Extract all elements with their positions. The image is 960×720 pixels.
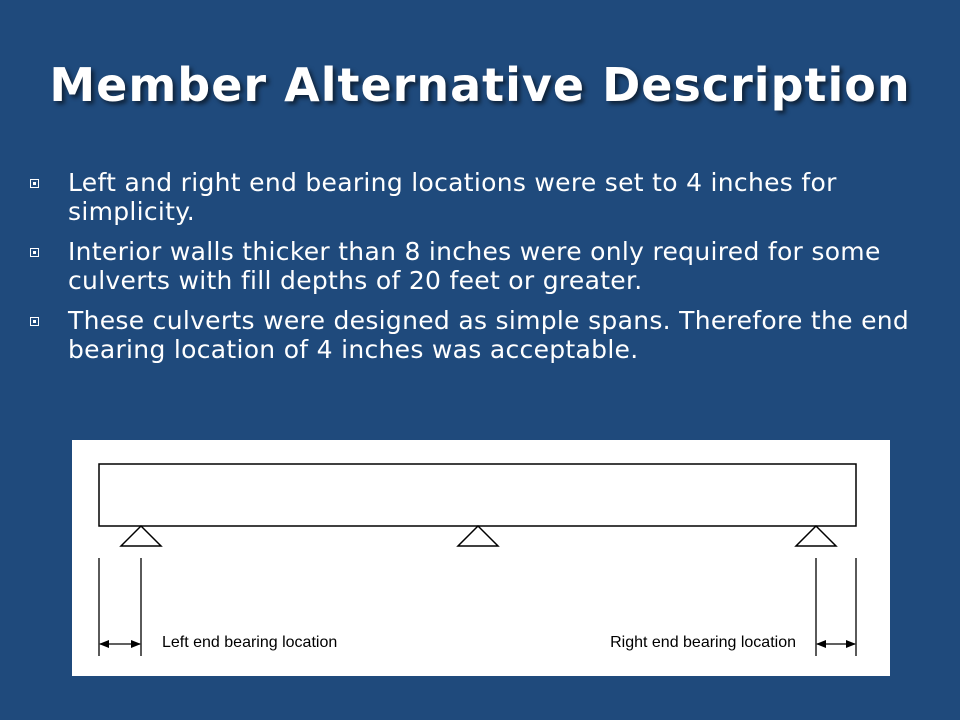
bullet-text: Left and right end bearing locations were set to 4 inches for simplicity. xyxy=(68,168,837,226)
right-bearing-label: Right end bearing location xyxy=(610,634,796,651)
bullet-marker-icon xyxy=(30,317,39,326)
bullet-marker-icon xyxy=(30,179,39,188)
bullet-list xyxy=(30,168,950,375)
support-center-icon xyxy=(458,526,498,546)
slide-title: Member Alternative Description xyxy=(49,58,911,112)
bullet-text: Interior walls thicker than 8 inches were only required for some culverts with fill depths of 20 feet or greater. xyxy=(68,237,881,295)
bullet-item xyxy=(30,306,950,364)
beam-diagram xyxy=(72,440,890,676)
bullet-marker-icon xyxy=(30,248,39,257)
beam-diagram-panel xyxy=(72,440,890,676)
bullet-item xyxy=(30,237,950,295)
support-right-icon xyxy=(796,526,836,546)
bullet-item xyxy=(30,168,950,226)
beam-member xyxy=(99,464,856,526)
support-left-icon xyxy=(121,526,161,546)
left-bearing-label: Left end bearing location xyxy=(162,634,338,651)
bullet-text: These culverts were designed as simple spans. Therefore the end bearing location of 4 inches was acceptable. xyxy=(68,306,910,364)
